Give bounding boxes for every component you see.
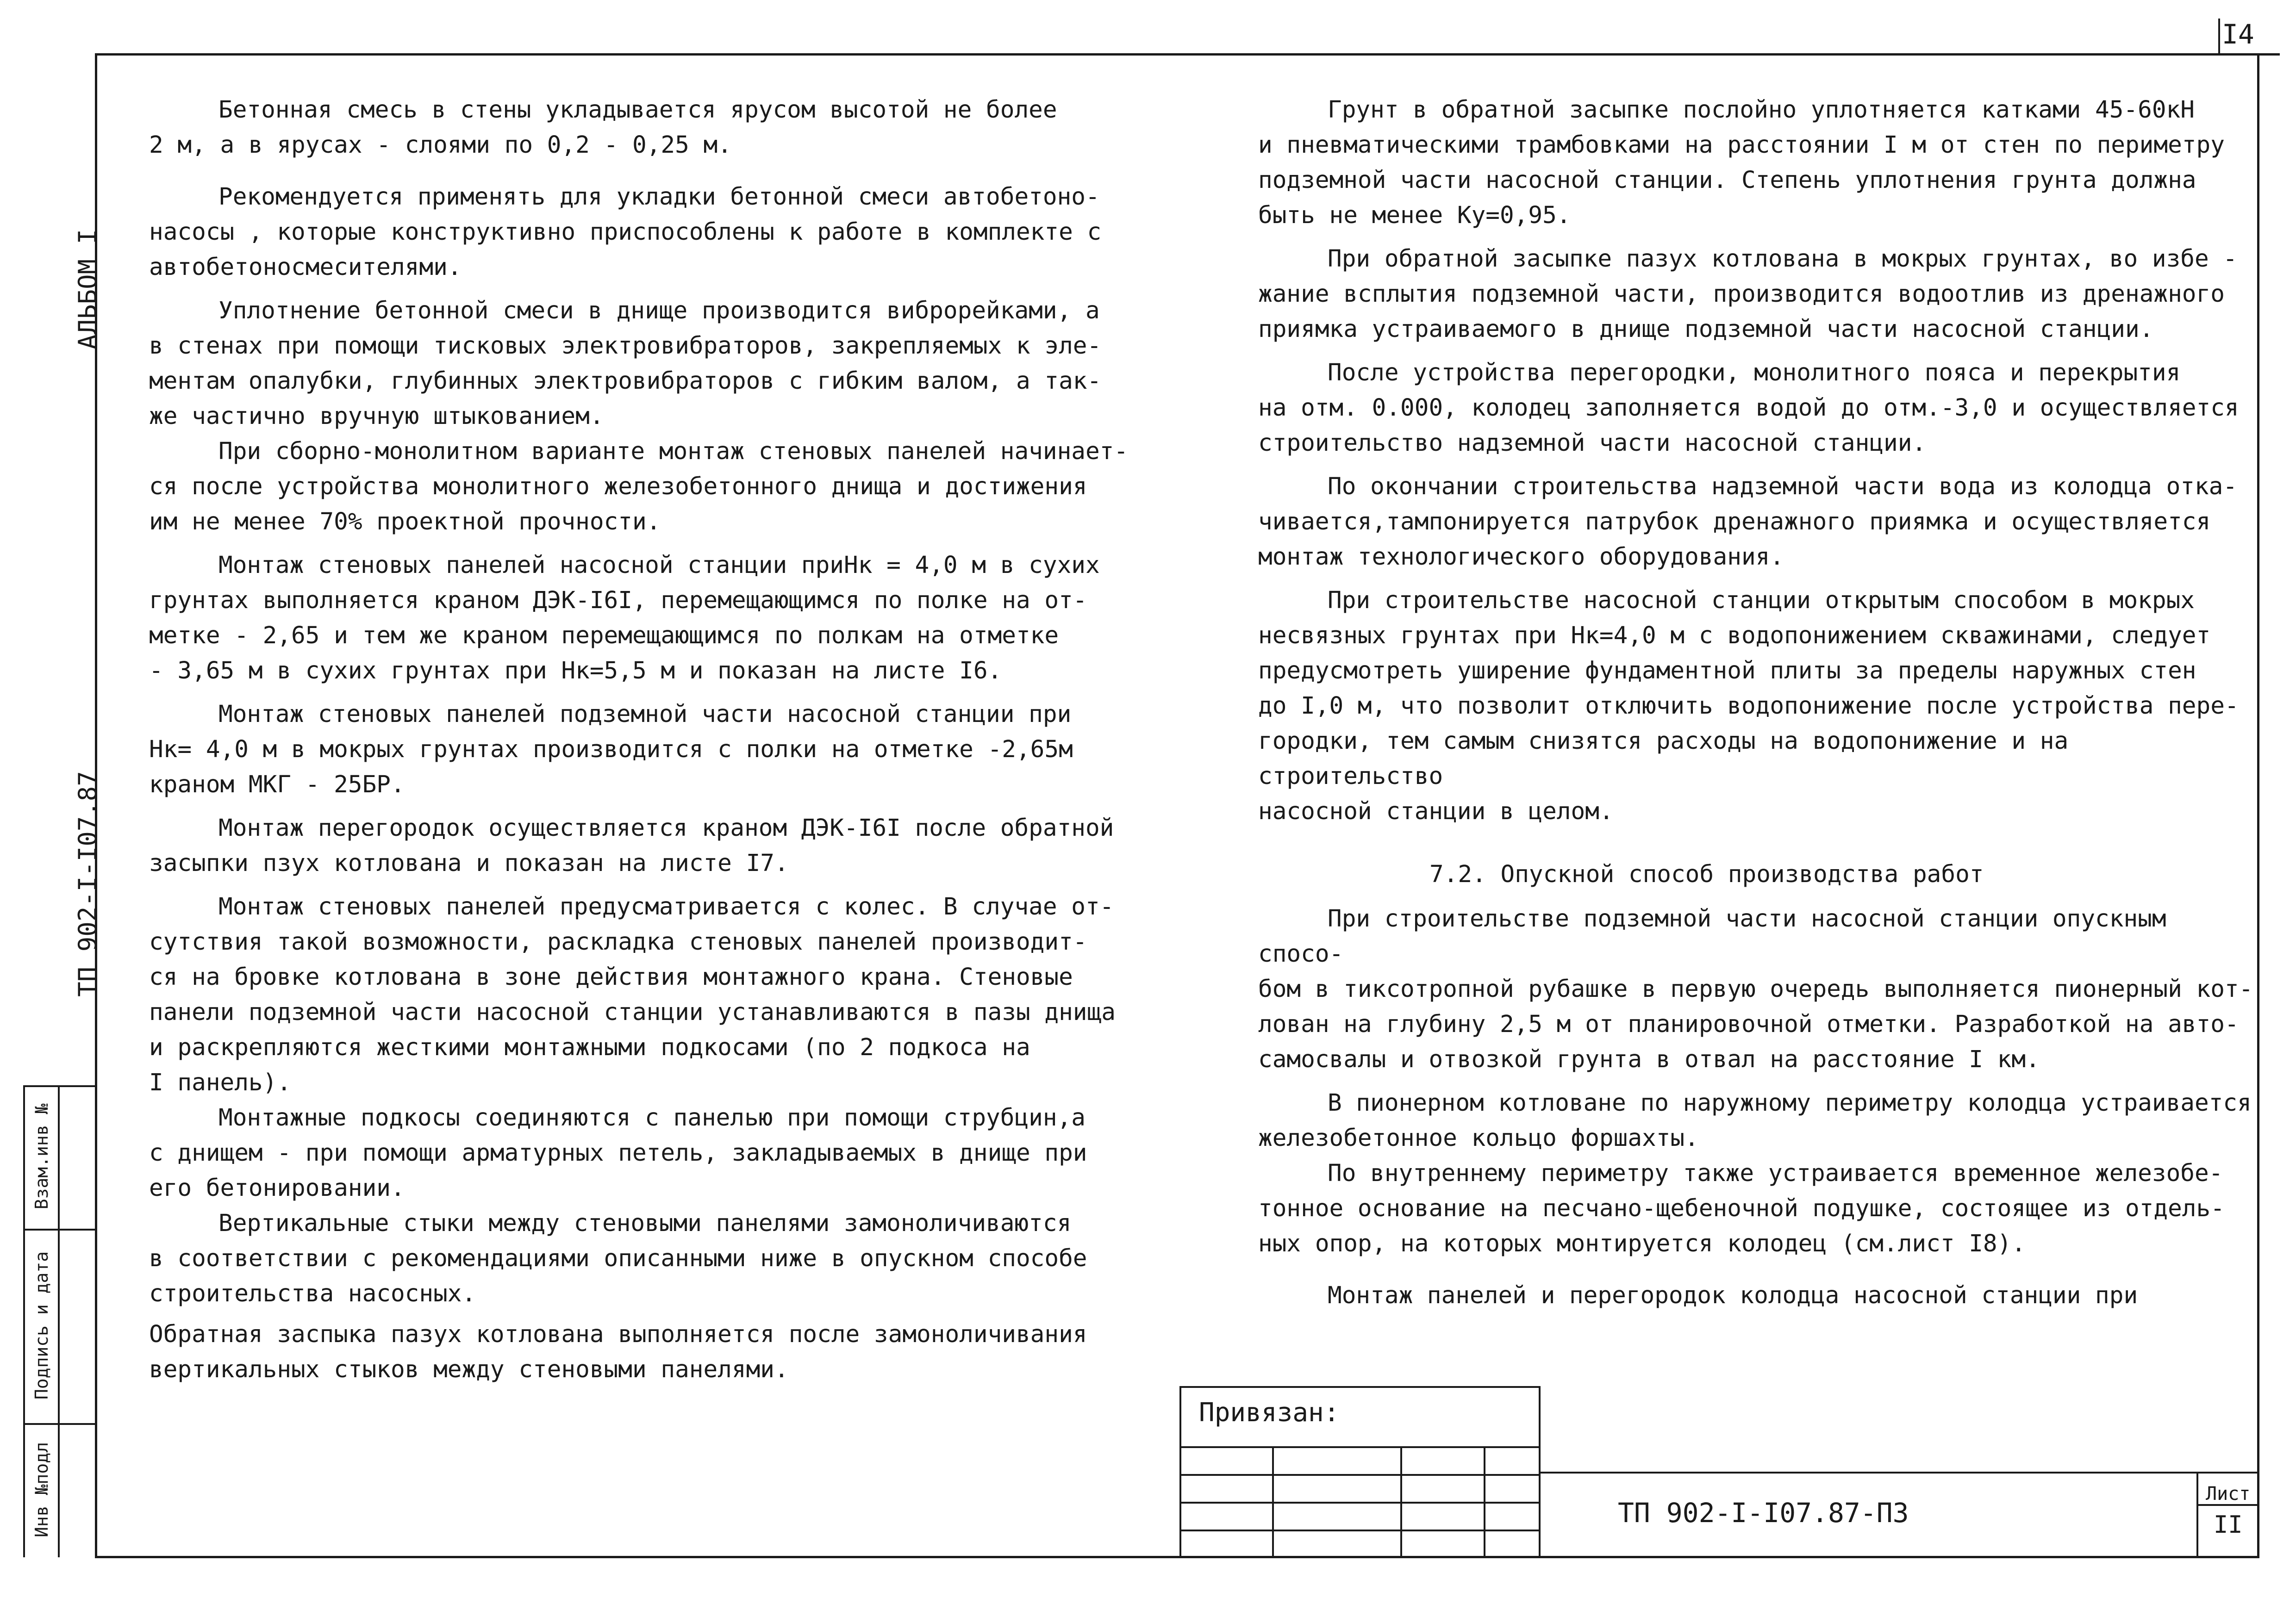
- stamp-outer-left: [23, 1085, 25, 1557]
- album-label: АЛЬБОМ I: [73, 229, 102, 350]
- sheet-label: Лист: [2206, 1483, 2251, 1505]
- titleblock-col-2: [1400, 1446, 1402, 1557]
- paragraph: Вертикальные стыки между стеновыми панелями замоноличиваются в соответствии с рекомендациями описанными ниже в опускном способе строительства насосных.: [149, 1210, 1087, 1307]
- titleblock-box-left: [1179, 1386, 1181, 1557]
- paragraph: При строительстве подземной части насосной станции опускным спосо- бом в тиксотропной рубашке в первую очередь выполняется пионерный кот- лован на глубину 2,5 м от планировочной отметки. Разработкой на авто- самосвалы и отвозкой грунта в отвал на расстояние I км.: [1258, 905, 2253, 1073]
- titleblock-top-right: [1539, 1472, 2259, 1474]
- paragraph: Монтаж панелей и перегородок колодца насосной станции при: [1328, 1282, 2138, 1309]
- paragraph: По окончании строительства надземной части вода из колодца отка- чивается,тампонируется патрубок дренажного приямка и осуществляется монтаж технологического оборудования.: [1258, 473, 2238, 571]
- paragraph: При строительстве насосной станции открытым способом в мокрых несвязных грунтах при Нк=4,0 м с водопонижением скважинами, следует предусмотреть уширение фундаментной плиты за пределы наружных стен до I,0 м, что позволит отключить водопонижение после устройства пере- городки, тем самым снизятся расходы на водопонижение и на строительство насосной станции в целом.: [1258, 587, 2239, 825]
- titleblock-row-3: [1179, 1502, 1541, 1504]
- stamp-replaced-inv: Взам.инв №: [31, 1103, 52, 1210]
- titleblock-sheet-left: [2196, 1472, 2198, 1557]
- paragraph: После устройства перегородки, монолитного пояса и перекрытия на отм. 0.000, колодец заполняется водой до отм.-3,0 и осуществляется строительство надземной части насосной станции.: [1258, 359, 2239, 457]
- titleblock-row-1: [1179, 1446, 1541, 1448]
- sheet-number-divider: [2218, 19, 2220, 53]
- paragraph: При обратной засыпке пазух котлована в мокрых грунтах, во избе - жание всплытия подземной части, производится водоотлив из дренажного приямка устраиваемого в днище подземной части насосной станции.: [1258, 245, 2238, 343]
- sheet-number: I4: [2222, 19, 2254, 50]
- titleblock-row-2: [1179, 1474, 1541, 1476]
- paragraph: Бетонная смесь в стены укладывается ярусом высотой не более 2 м, а в ярусах - слоями по 0,2 - 0,25 м.: [149, 96, 1057, 159]
- titleblock-row-4: [1179, 1530, 1541, 1531]
- paragraph: Монтажные подкосы соединяются с панелью при помощи струбцин,а с днищем - при помощи арматурных петель, закладываемых в днище при его бетонировании.: [149, 1104, 1087, 1202]
- section-heading: 7.2. Опускной способ производства работ: [1429, 861, 1984, 888]
- paragraph: Монтаж стеновых панелей насосной станции приНк = 4,0 м в сухих грунтах выполняется краном ДЭК-I6I, перемещающимся по полке на от- метке - 2,65 и тем же краном перемещающимся по полкам на отметке - 3,65 м в сухих грунтах при Нк=5,5 м и показан на листе I6.: [149, 552, 1100, 684]
- titleblock-col-3: [1484, 1446, 1485, 1557]
- side-project-code: ТП 902-I-I07.87: [73, 771, 102, 997]
- paragraph: В пионерном котловане по наружному периметру колодца устраивается железобетонное кольцо форшахты.: [1258, 1089, 2252, 1152]
- document-code: ТП 902-I-I07.87-ПЗ: [1618, 1497, 1909, 1529]
- right-text-column: [1258, 93, 2264, 1313]
- paragraph: Грунт в обратной засыпке послойно уплотняется катками 45-60кН и пневматическими трамбовками на расстоянии I м от стен по периметру подземной части насосной станции. Степень уплотнения грунта должна быть не менее Ку=0,95.: [1258, 96, 2225, 229]
- paragraph: Монтаж стеновых панелей подземной части насосной станции при Нк= 4,0 м в мокрых грунтах производится с полки на отметке -2,65м краном МКГ - 25БР.: [149, 701, 1073, 798]
- paragraph: Рекомендуется применять для укладки бетонной смеси автобетоно- насосы , которые конструктивно приспособлены к работе в комплекте с автобетоносмесителями.: [149, 183, 1102, 281]
- paragraph: Уплотнение бетонной смеси в днище производится виброрейками, а в стенах при помощи тисковых электровибраторов, закрепляемых к эле- ментам опалубки, глубинных электровибраторов с гибким валом, а так- же частично вручную штыкованием.: [149, 297, 1102, 430]
- paragraph: Монтаж перегородок осуществляется краном ДЭК-I6I после обратной засыпки пзух котлована и показан на листе I7.: [149, 815, 1114, 877]
- titleblock-box-top: [1179, 1386, 1541, 1388]
- stamp-signature-date: Подпись и дата: [31, 1251, 52, 1400]
- paragraph: Обратная заспыка пазух котлована выполняется после замоноличивания вертикальных стыков между стеновыми панелями.: [149, 1321, 1087, 1383]
- left-text-column: [149, 93, 1149, 1387]
- paragraph: По внутреннему периметру также устраивается временное железобе- тонное основание на песчано-щебеночной подушке, состоящее из отдель- ных опор, на которых монтируется колодец (см.лист I8).: [1258, 1160, 2225, 1257]
- paragraph: Монтаж стеновых панелей предусматривается с колес. В случае от- сутствия такой возможности, раскладка стеновых панелей производит- ся на бровке котлована в зоне действия монтажного крана. Стеновые панели подземной части насосной станции устанавливаются в пазы днища и раскрепляются жесткими монтажными подкосами (по 2 подкоса на I панель).: [149, 893, 1116, 1096]
- stamp-inv-podl: Инв №подл: [31, 1442, 52, 1537]
- stamp-divider: [58, 1085, 60, 1557]
- frame-bottom: [95, 1556, 2259, 1558]
- sheet-value: II: [2214, 1511, 2243, 1539]
- bound-label: Привязан:: [1199, 1398, 1340, 1428]
- paragraph: При сборно-монолитном варианте монтаж стеновых панелей начинает- ся после устройства монолитного железобетонного днища и достижения им не менее 70% проектной прочности.: [149, 438, 1129, 535]
- frame-top: [95, 53, 2280, 56]
- titleblock-col-1: [1272, 1446, 1274, 1557]
